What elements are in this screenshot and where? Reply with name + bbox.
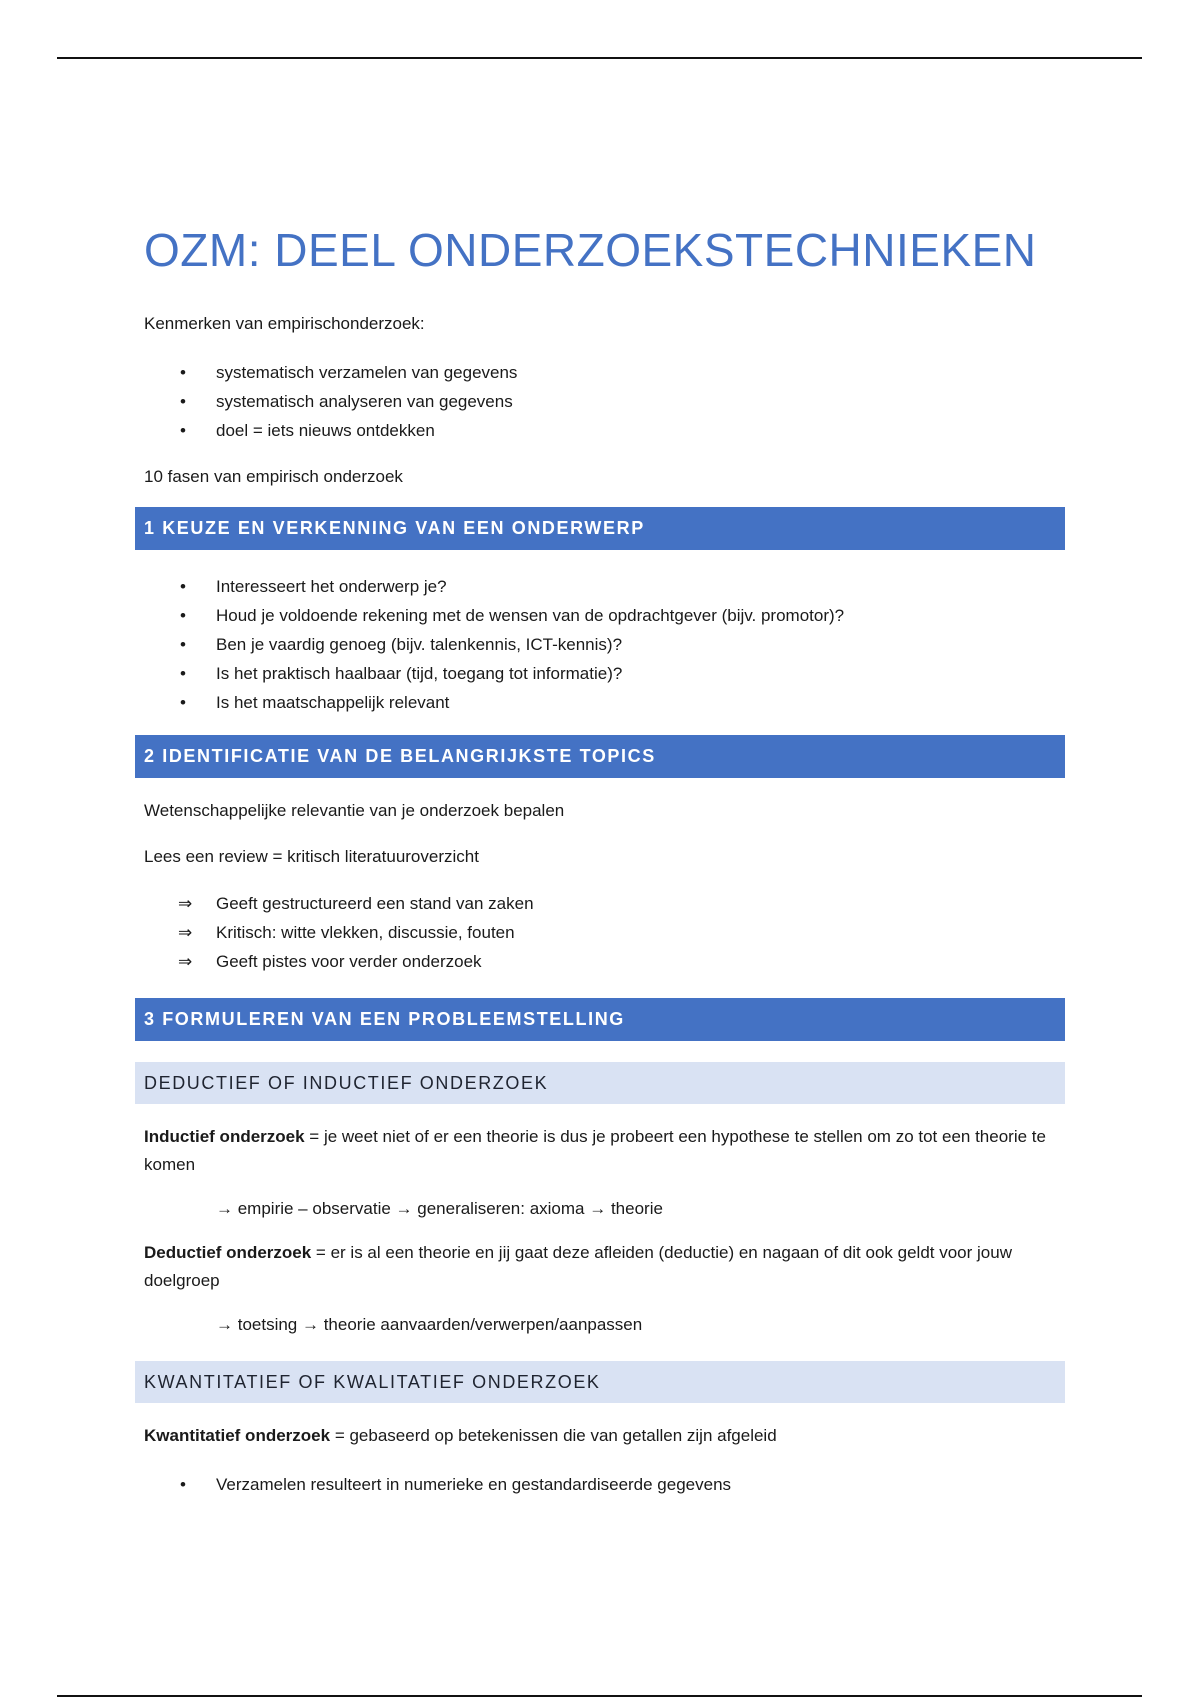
inductief-term: Inductief onderzoek	[144, 1127, 305, 1146]
deductief-term: Deductief onderzoek	[144, 1243, 312, 1262]
subsection-heading-deductief: DEDUCTIEF OF INDUCTIEF ONDERZOEK	[135, 1062, 1065, 1104]
page-title: OZM: DEEL ONDERZOEKSTECHNIEKEN	[144, 224, 1037, 276]
kwantitatief-bullet-list	[144, 1470, 1064, 1499]
intro-bullet-list	[144, 358, 1064, 445]
document-body	[144, 222, 1064, 1499]
section-heading-1: 1 KEUZE EN VERKENNING VAN EEN ONDERWERP	[135, 507, 1065, 550]
double-arrow-icon: ⇒	[178, 923, 193, 942]
kwantitatief-definition	[144, 1422, 1064, 1450]
list-item: • Verzamelen resulteert in numerieke en gestandardiseerde gegevens	[144, 1470, 1064, 1499]
double-arrow-icon: ⇒	[178, 894, 193, 913]
list-item	[144, 889, 1064, 918]
inductief-definition	[144, 1123, 1064, 1179]
list-item	[144, 947, 1064, 976]
list-item: • Is het praktisch haalbaar (tijd, toegang tot informatie)?	[144, 659, 1064, 688]
kwantitatief-term: Kwantitatief onderzoek	[144, 1426, 331, 1445]
section2-arrow-list	[144, 889, 1064, 976]
deductief-definition	[144, 1239, 1064, 1295]
list-item: • systematisch verzamelen van gegevens	[144, 358, 1064, 387]
section2-paragraph-2: Lees een review = kritisch literatuuroverzicht	[144, 847, 479, 866]
inductief-definition-text: = je weet niet of er een theorie is dus je probeert een hypothese te stellen om zo tot een theorie te komen	[144, 1127, 1046, 1174]
list-item: • doel = iets nieuws ontdekken	[144, 416, 1064, 445]
section-heading-3: 3 FORMULEREN VAN EEN PROBLEEMSTELLING	[135, 998, 1065, 1041]
list-item-text: Geeft pistes voor verder onderzoek	[216, 952, 482, 971]
deductief-definition-text: = er is al een theorie en jij gaat deze afleiden (deductie) en nagaan of dit ook geldt voor jouw doelgroep	[144, 1243, 1012, 1290]
list-item: • Houd je voldoende rekening met de wensen van de opdrachtgever (bijv. promotor)?	[144, 601, 1064, 630]
section2-paragraph-1: Wetenschappelijke relevantie van je onderzoek bepalen	[144, 801, 565, 820]
list-item: • Ben je vaardig genoeg (bijv. talenkennis, ICT-kennis)?	[144, 630, 1064, 659]
section1-bullet-list	[144, 572, 1064, 717]
subsection-heading-kwantitatief: KWANTITATIEF OF KWALITATIEF ONDERZOEK	[135, 1361, 1065, 1403]
list-item-text: Geeft gestructureerd een stand van zaken	[216, 894, 534, 913]
list-item: • Interesseert het onderwerp je?	[144, 572, 1064, 601]
bottom-rule	[57, 1695, 1142, 1697]
list-item-text: Kritisch: witte vlekken, discussie, fouten	[216, 923, 515, 942]
list-item	[144, 918, 1064, 947]
section-heading-2: 2 IDENTIFICATIE VAN DE BELANGRIJKSTE TOPICS	[135, 735, 1065, 778]
kwantitatief-definition-text: = gebaseerd op betekenissen die van getallen zijn afgeleid	[330, 1426, 777, 1445]
list-item: • systematisch analyseren van gegevens	[144, 387, 1064, 416]
list-item: • Is het maatschappelijk relevant	[144, 688, 1064, 717]
intro-text: Kenmerken van empirischonderzoek:	[144, 314, 425, 333]
top-rule	[57, 57, 1142, 59]
deductief-flow: → toetsing → theorie aanvaarden/verwerpen/aanpassen	[216, 1315, 643, 1334]
double-arrow-icon: ⇒	[178, 952, 193, 971]
inductief-flow: → empirie – observatie → generaliseren: axioma → theorie	[216, 1199, 663, 1218]
phases-intro-text: 10 fasen van empirisch onderzoek	[144, 467, 403, 486]
